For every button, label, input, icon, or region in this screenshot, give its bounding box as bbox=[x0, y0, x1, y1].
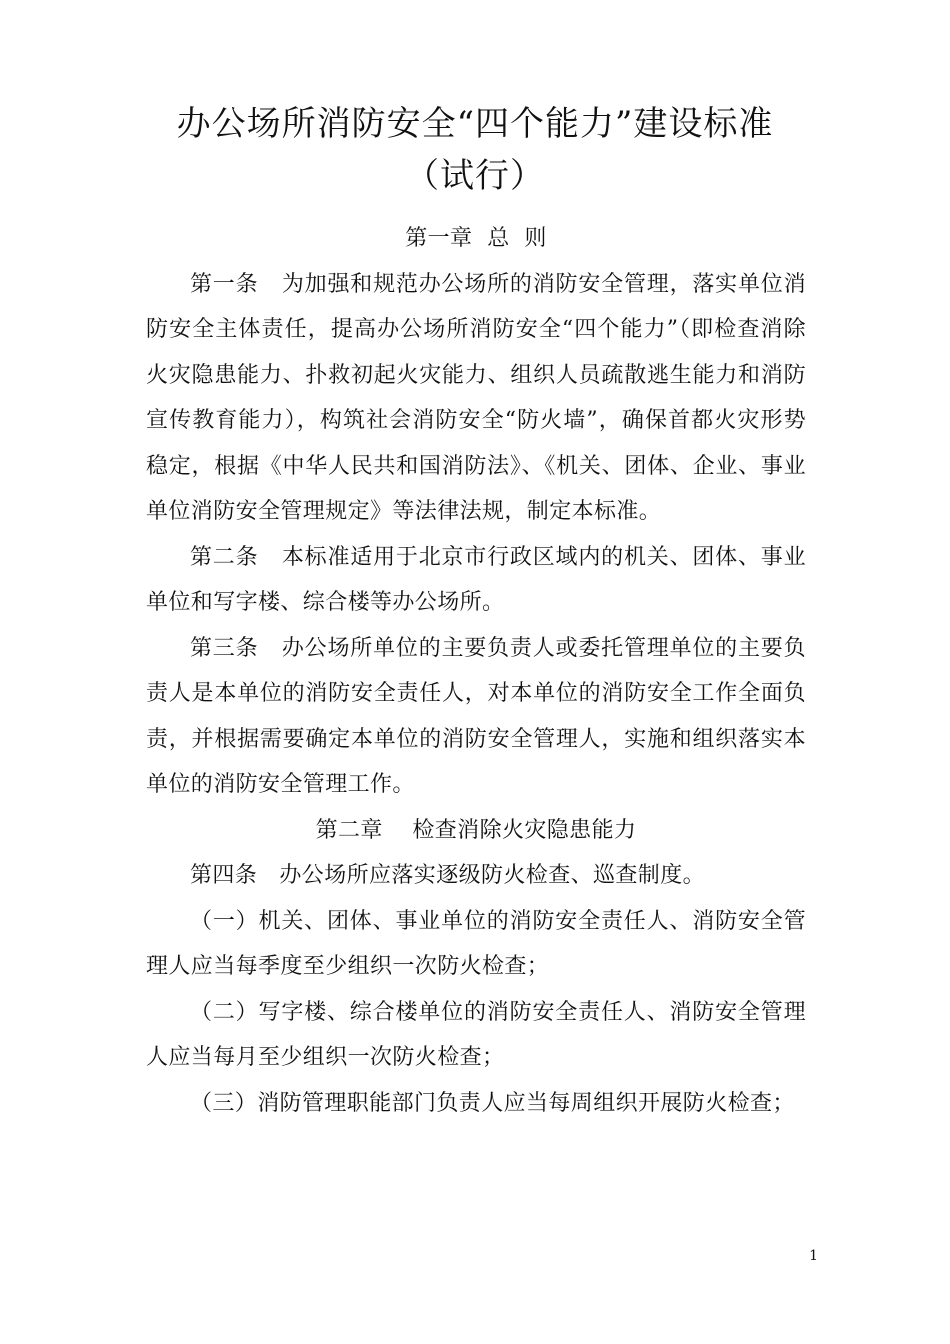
article-4 bbox=[146, 853, 806, 899]
article-1 bbox=[146, 262, 806, 535]
article-label: 第一条 bbox=[190, 271, 259, 297]
article-text: 办公场所单位的主要负责人或委托管理单位的主要负责人是本单位的消防安全责任人，对本单位的消防安全工作全面负责，并根据需要确定本单位的消防安全管理人，实施和组织落实本单位的消防安全管理工作。 bbox=[146, 635, 807, 797]
article-2 bbox=[146, 535, 806, 626]
list-item: （三）消防管理职能部门负责人应当每周组织开展防火检查； bbox=[190, 1090, 795, 1116]
page-number: 1 bbox=[809, 1248, 818, 1264]
article-text: 办公场所应落实逐级防火检查、巡查制度。 bbox=[279, 863, 705, 888]
list-item: （二）写字楼、综合楼单位的消防安全责任人、消防安全管理人应当每月至少组织一次防火检查； bbox=[146, 999, 806, 1070]
list-item: （一）机关、团体、事业单位的消防安全责任人、消防安全管理人应当每季度至少组织一次防火检查； bbox=[146, 908, 806, 979]
article-text: 为加强和规范办公场所的消防安全管理，落实单位消防安全主体责任，提高办公场所消防安全“四个能力”（即检查消除火灾隐患能力、扑救初起火灾能力、组织人员疏散逃生能力和消防宣传教育能力），构筑社会消防安全“防火墙”，确保首都火灾形势稳定，根据《中华人民共和国消防法》、《机关、团体、企业、事业单位消防安全管理规定》等法律法规，制定本标准。 bbox=[146, 271, 807, 524]
article-3 bbox=[146, 626, 806, 808]
article-label: 第三条 bbox=[190, 635, 259, 661]
document-subtitle: （试行） bbox=[405, 156, 545, 196]
article-label: 第四条 bbox=[190, 863, 258, 888]
document-body bbox=[146, 216, 806, 1126]
article-label: 第二条 bbox=[190, 544, 259, 570]
article-text: 本标准适用于北京市行政区域内的机关、团体、事业单位和写字楼、综合楼等办公场所。 bbox=[146, 544, 807, 615]
chapter-heading-1: 第一章 总 则 bbox=[405, 226, 547, 251]
chapter-heading-2: 第二章 检查消除火灾隐患能力 bbox=[315, 817, 637, 843]
document-title: 办公场所消防安全“四个能力”建设标准 bbox=[176, 104, 774, 144]
